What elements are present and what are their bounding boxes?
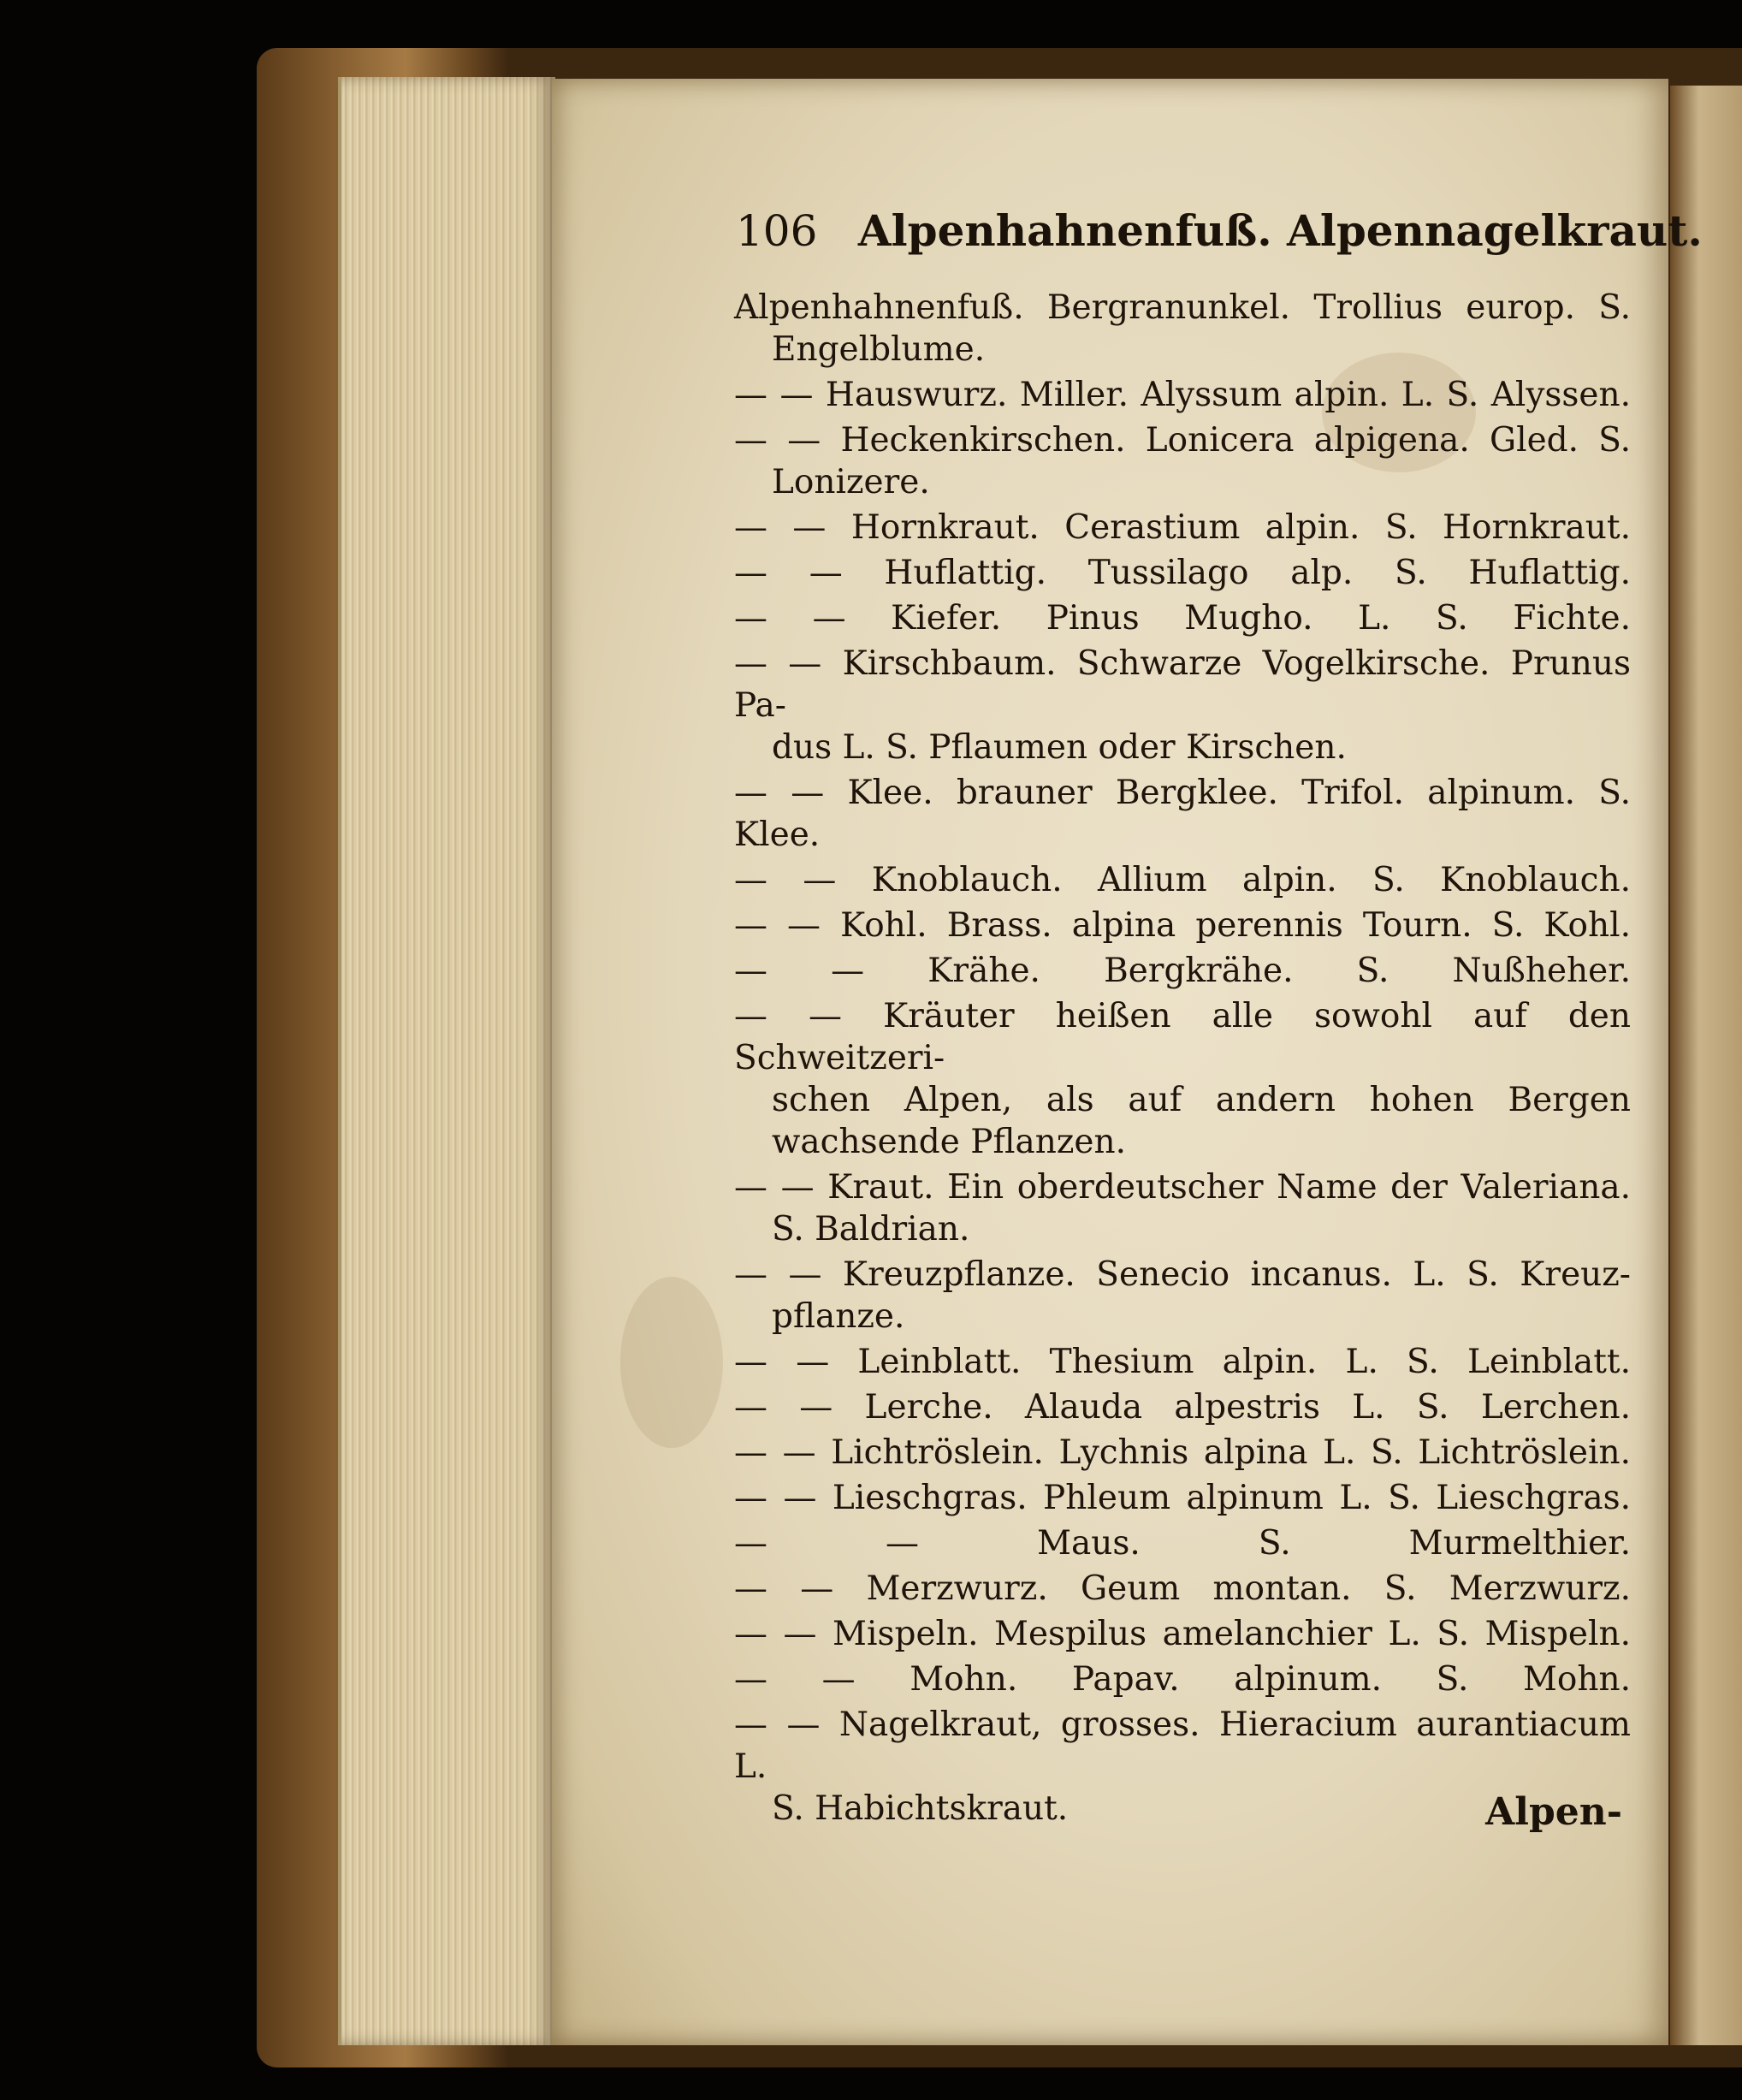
list-item: — — Leinblatt. Thesium alpin. L. S. Leinblatt. [734,1343,1631,1381]
list-item: — — Hauswurz. Miller. Alyssum alpin. L. S. Alyssen. [734,376,1631,414]
list-item: — — Heckenkirschen. Lonicera alpigena. Gled. S. Lonizere. [734,421,1631,501]
list-item: — — Kohl. Brass. alpina perennis Tourn. S. Kohl. [734,906,1631,945]
list-item: — — Kraut. Ein oberdeutscher Name der Valeriana. S. Baldrian. [734,1168,1631,1249]
list-item: — — Kreuzpflanze. Senecio incanus. L. S. Kreuz- pflanze. [734,1255,1631,1336]
list-item: — — Mohn. Papav. alpinum. S. Mohn. [734,1660,1631,1699]
list-item: — — Krähe. Bergkrähe. S. Nußheher. [734,952,1631,990]
list-item: — — Huflattig. Tussilago alp. S. Huflattig. [734,554,1631,592]
list-item: — — Kiefer. Pinus Mugho. L. S. Fichte. [734,599,1631,638]
list-item: — — Nagelkraut, grosses. Hieracium aurantiacum L. S. Habichtskraut. [734,1706,1631,1828]
list-item: — — Mispeln. Mespilus amelanchier L. S. Mispeln. [734,1615,1631,1653]
list-item: Alpenhahnenfuß. Bergranunkel. Trollius europ. S. Engelblume. [734,288,1631,369]
page-stack-edge [338,77,555,2045]
list-item: — — Lerche. Alauda alpestris L. S. Lerchen. [734,1388,1631,1427]
running-header [736,205,1703,256]
list-item: — — Knoblauch. Allium alpin. S. Knoblauch. [734,861,1631,899]
list-item: — — Kräuter heißen alle sowohl auf den Schweitzeri- schen Alpen, als auf andern hohen Bergen wachsende Pflanzen. [734,997,1631,1161]
facing-page-edge [1670,86,1742,2045]
page-title: Alpenhahnenfuß. Alpennagelkraut. [857,205,1703,256]
list-item: — — Kirschbaum. Schwarze Vogelkirsche. Prunus Pa- dus L. S. Pflaumen oder Kirschen. [734,644,1631,767]
list-item: — — Lichtröslein. Lychnis alpina L. S. Lichtröslein. [734,1433,1631,1472]
list-item: — — Lieschgras. Phleum alpinum L. S. Lieschgras. [734,1479,1631,1517]
catchword: Alpen- [1485,1790,1622,1834]
list-item: — — Klee. brauner Bergklee. Trifol. alpinum. S. Klee. [734,774,1631,854]
entry-list [734,287,1631,1833]
list-item: — — Merzwurz. Geum montan. S. Merzwurz. [734,1569,1631,1608]
page-number: 106 [736,206,818,256]
list-item: — — Maus. S. Murmelthier. [734,1524,1631,1563]
list-item: — — Hornkraut. Cerastium alpin. S. Hornkraut. [734,508,1631,547]
